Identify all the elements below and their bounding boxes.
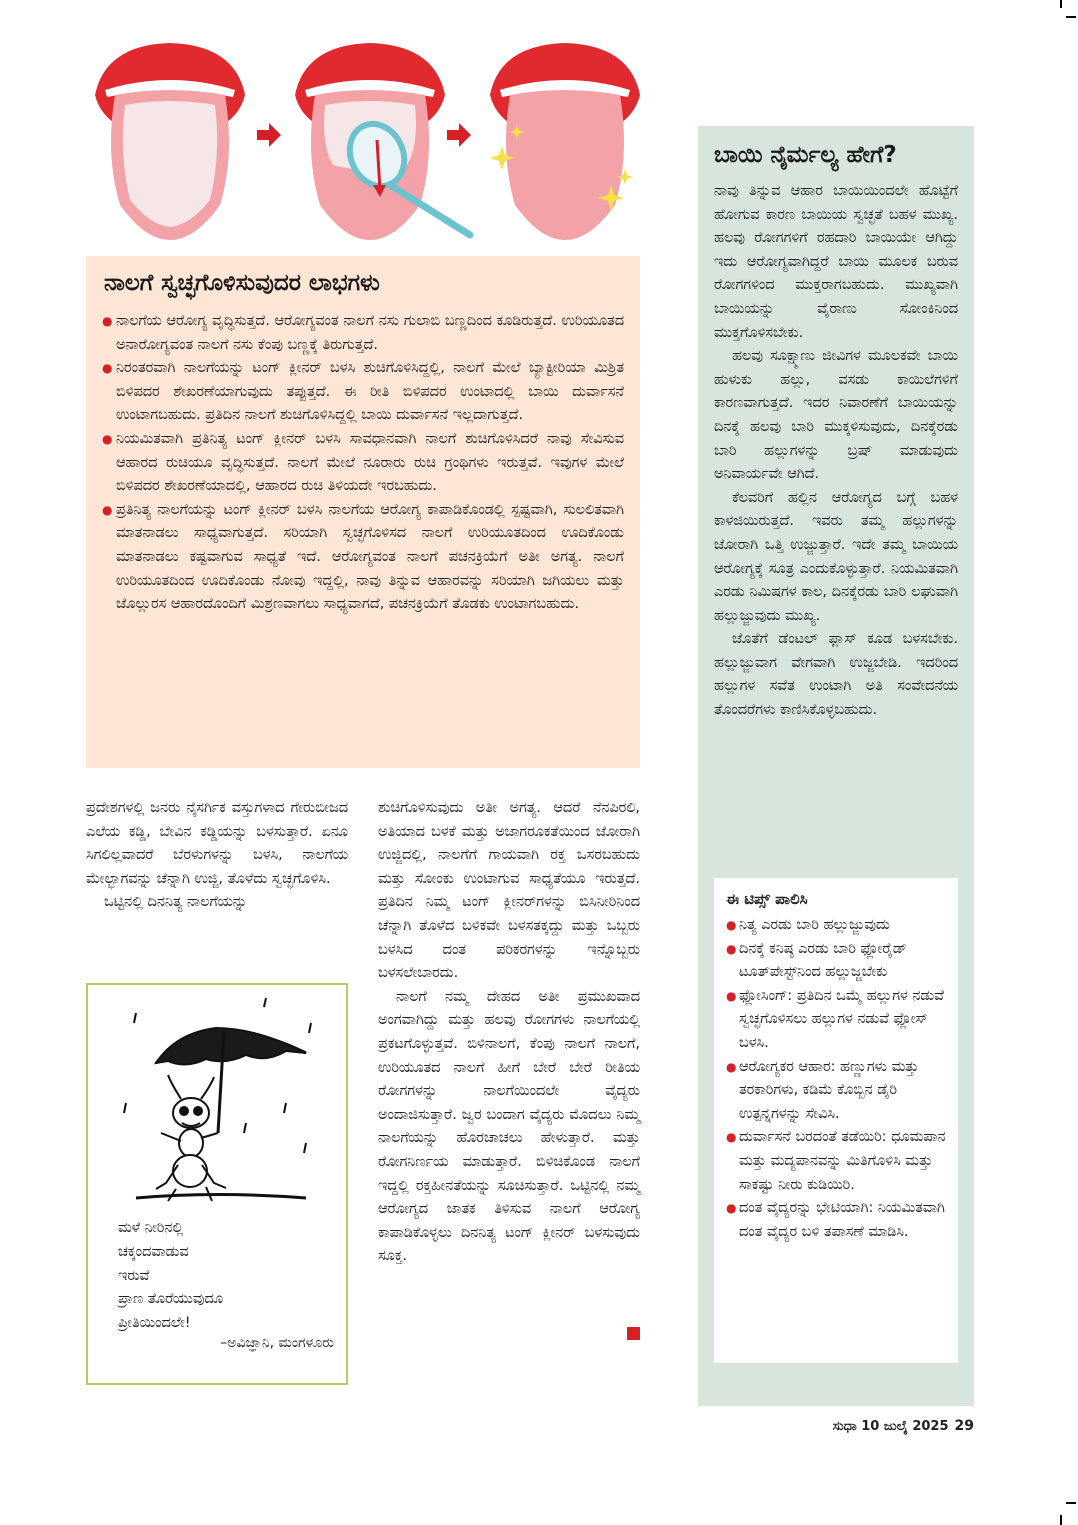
tips-title: ಈ ಟಿಪ್ಸ್ ಪಾಲಿಸಿ — [726, 890, 808, 908]
list-item: ● ನಾಲಗೆಯ ಆರೋಗ್ಯ ವೃದ್ಧಿಸುತ್ತದೆ. ಆರೋಗ್ಯವಂತ ನಾಲಗೆ ನಸು ಗುಲಾಬಿ ಬಣ್ಣದಿಂದ ಕೂಡಿರುತ್ತದೆ. ಉರಿಯೂತದ ಅನಾರೋಗ್ಯವಂತ ನಾಲಗೆ ನಸು ಕೆಂಪು ಬಣ್ಣಕ್ಕೆ ತಿರುಗುತ್ತದೆ. — [104, 310, 624, 357]
article-column-2 — [378, 797, 640, 1269]
poem-line: ಚಕ್ಕಂದವಾಡುವ — [118, 1243, 189, 1260]
paragraph: ಕೆಲವರಿಗೆ ಹಲ್ಲಿನ ಆರೋಗ್ಯದ ಬಗ್ಗೆ ಬಹಳ ಕಾಳಜಿಯಿರುತ್ತದೆ. ಇವರು ತಮ್ಮ ಹಲ್ಲುಗಳನ್ನು ಜೋರಾಗಿ ಒತ್ತಿ ಉಜ್ಜುತ್ತಾರೆ. ಇದೇ ತಮ್ಮ ಬಾಯಿಯ ಆರೋಗ್ಯಕ್ಕೆ ಸೂತ್ರ ಎಂದುಕೊಳ್ಳುತ್ತಾರೆ. ನಿಯಮಿತವಾಗಿ ಎರಡು ನಿಮಿಷಗಳ ಕಾಲ, ದಿನಕ್ಕೆರಡು ಬಾರಿ ಲಘುವಾಗಿ ಹಲ್ಲುಜ್ಜುವುದು ಮುಖ್ಯ. — [714, 489, 958, 624]
mouth-illustration-1 — [95, 43, 245, 240]
list-item: ● ನಿತ್ಯ ಎರಡು ಬಾರಿ ಹಲ್ಲುಜ್ಜುವುದು — [726, 914, 948, 938]
crop-mark — [1060, 0, 1062, 8]
list-item: ● ದಿನಕ್ಕೆ ಕನಿಷ್ಠ ಎರಡು ಬಾರಿ ಫ್ಲೋರೈಡ್ ಟೂತ್‌ಪೇಸ್ಟ್‌ನಿಂದ ಹಲ್ಲುಜ್ಜಬೇಕು — [726, 938, 948, 985]
poem-line: ಇರುವೆ — [118, 1267, 150, 1284]
crop-mark — [1060, 1515, 1062, 1525]
paragraph: ಹಲವು ಸೂಕ್ಷ್ಮಾಣು ಜೀವಿಗಳ ಮೂಲಕವೇ ಬಾಯಿ ಹುಳುಕು ಹಲ್ಲು, ವಸಡು ಕಾಯಿಲೆಗಳಿಗೆ ಕಾರಣವಾಗುತ್ತದೆ. ಇದರ ನಿವಾರಣೆಗೆ ಬಾಯಿಯನ್ನು ದಿನಕ್ಕೆ ಹಲವು ಬಾರಿ ಮುಕ್ಕಳಿಸುವುದು, ದಿನಕ್ಕೆರಡು ಬಾರಿ ಹಲ್ಲುಗಳನ್ನು ಬ್ರಷ್ ಮಾಡುವುದು ಅನಿವಾರ್ಯವೇ ಆಗಿದೆ. — [714, 348, 958, 483]
list-item: ● ನಿಯಮಿತವಾಗಿ ಪ್ರತಿನಿತ್ಯ ಟಂಗ್ ಕ್ಲೀನರ್ ಬಳಸಿ ಸಾವಧಾನವಾಗಿ ನಾಲಗೆ ಶುಚಿಗೊಳಿಸಿದರೆ ನಾವು ಸೇವಿಸುವ ಆಹಾರದ ರುಚಿಯೂ ವೃದ್ಧಿಸುತ್ತದೆ. ನಾಲಗೆ ಮೇಲೆ ನೂರಾರು ರುಚಿ ಗ್ರಂಥಿಗಳು ಇರುತ್ತವೆ. ಇವುಗಳ ಮೇಲೆ ಬಿಳಿಪದರ ಶೇಖರಣೆಯಾದಲ್ಲಿ, ಆಹಾರದ ರುಚಿ ತಿಳಿಯದೇ ಇರಬಹುದು. — [104, 428, 624, 499]
sidebar-title: ಬಾಯಿ ನೈರ್ಮಲ್ಯ ಹೇಗೆ? — [714, 142, 897, 168]
tips-box — [714, 878, 958, 1363]
mouth-illustration-2 — [295, 43, 470, 240]
article-column-1 — [86, 797, 348, 915]
paragraph: ಒಟ್ಟಿನಲ್ಲಿ ದಿನನಿತ್ಯ ನಾಲಗೆಯನ್ನು — [104, 894, 248, 911]
poem-box — [86, 983, 348, 1385]
list-item: ● ದಂತ ವೈದ್ಯರನ್ನು ಭೇಟಿಯಾಗಿ: ನಿಯಮಿತವಾಗಿ ದಂತ ವೈದ್ಯರ ಬಳಿ ತಪಾಸಣೆ ಮಾಡಿಸಿ. — [726, 1197, 948, 1244]
poem-text — [118, 1217, 223, 1336]
paragraph: ನಾವು ತಿನ್ನುವ ಆಹಾರ ಬಾಯಿಯಿಂದಲೇ ಹೊಟ್ಟೆಗೆ ಹೋಗುವ ಕಾರಣ ಬಾಯಿಯ ಸ್ವಚ್ಛತೆ ಬಹಳ ಮುಖ್ಯ. ಹಲವು ರೋಗಗಳಿಗೆ ರಹದಾರಿ ಬಾಯಿಯೇ ಆಗಿದ್ದು ಇದು ಆರೋಗ್ಯವಾಗಿದ್ದರೆ ಬಾಯಿ ಮೂಲಕ ಬರುವ ರೋಗಗಳಿಂದ ಮುಕ್ತರಾಗಬಹುದು. ಮುಖ್ಯವಾಗಿ ಬಾಯಿಯನ್ನು ವೈರಾಣು ಸೋಂಕಿನಿಂದ ಮುಕ್ತಗೊಳಿಸಬೇಕು. — [714, 183, 958, 341]
list-item: ● ದುರ್ವಾಸನೆ ಬರದಂತೆ ತಡೆಯಿರಿ: ಧೂಮಪಾನ ಮತ್ತು ಮದ್ಯಪಾನವನ್ನು ಮಿತಿಗೊಳಿಸಿ ಮತ್ತು ಸಾಕಷ್ಟು ನೀರು ಕುಡಿಯಿರಿ. — [726, 1126, 948, 1197]
benefits-box — [86, 256, 640, 768]
page-number: 29 — [954, 1418, 974, 1434]
paragraph: ಶುಚಿಗೊಳಿಸುವುದು ಅತೀ ಅಗತ್ಯ. ಆದರೆ ನೆನಪಿರಲಿ, ಅತಿಯಾದ ಬಳಕೆ ಮತ್ತು ಅಜಾಗರೂಕತೆಯಿಂದ ಜೋರಾಗಿ ಉಜ್ಜಿದಲ್ಲಿ, ನಾಲಗೆಗೆ ಗಾಯವಾಗಿ ರಕ್ತ ಒಸರಬಹುದು ಮತ್ತು ಸೋಂಕು ಉಂಟಾಗುವ ಸಾಧ್ಯತೆಯೂ ಇರುತ್ತದೆ. ಪ್ರತಿದಿನ ನಿಮ್ಮ ಟಂಗ್ ಕ್ಲೀನರ್‌ಗಳನ್ನು ಬಿಸಿನೀರಿನಿಂದ ಚೆನ್ನಾಗಿ ತೊಳೆದ ಬಳಿಕವೇ ಬಳಸತಕ್ಕದ್ದು ಮತ್ತು ಒಬ್ಬರು ಬಳಸಿದ ದಂತ ಪರಿಕರಗಳನ್ನು ಇನ್ನೊಬ್ಬರು ಬಳಸಲೇಬಾರದು. — [378, 800, 640, 982]
poem-line: ಪ್ರೀತಿಯಿಂದಲೇ! — [118, 1315, 191, 1332]
poem-line: ಪ್ರಾಣ ತೊರೆಯುವುದೂ — [118, 1291, 224, 1308]
tongue-cleaning-illustration — [85, 35, 645, 245]
list-item: ● ಫ್ಲೋಸಿಂಗ್: ಪ್ರತಿದಿನ ಒಮ್ಮೆ ಹಲ್ಲುಗಳ ನಡುವೆ ಸ್ವಚ್ಛಗೊಳಿಸಲು ಹಲ್ಲುಗಳ ನಡುವೆ ಫ್ಲೋಸ್ ಬಳಸಿ. — [726, 985, 948, 1056]
list-item: ● ಪ್ರತಿನಿತ್ಯ ನಾಲಗೆಯನ್ನು ಟಂಗ್ ಕ್ಲೀನರ್ ಬಳಸಿ ನಾಲಗೆಯ ಆರೋಗ್ಯ ಕಾಪಾಡಿಕೊಂಡಲ್ಲಿ ಸ್ಪಷ್ಟವಾಗಿ, ಸುಲಲಿತವಾಗಿ ಮಾತನಾಡಲು ಸಾಧ್ಯವಾಗುತ್ತದೆ. ಸರಿಯಾಗಿ ಸ್ವಚ್ಛಗೊಳಿಸದ ನಾಲಗೆ ಉರಿಯೂತದಿಂದ ಊದಿಕೊಂಡು ಮಾತನಾಡಲು ಕಷ್ಟವಾಗುವ ಸಾಧ್ಯತೆ ಇದೆ. ಆರೋಗ್ಯವಂತ ನಾಲಗೆ ಪಚನಕ್ರಿಯೆಗೆ ಅತೀ ಅಗತ್ಯ. ನಾಲಗೆ ಉರಿಯೂತದಿಂದ ಊದಿಕೊಂಡು ನೋವು ಇದ್ದಲ್ಲಿ, ನಾವು ತಿನ್ನುವ ಆಹಾರವನ್ನು ಸರಿಯಾಗಿ ಜಗಿಯಲು ಮತ್ತು ಜೊಲ್ಲುರಸ ಆಹಾರದೊಂದಿಗೆ ಮಿಶ್ರಣವಾಗಲು ಸಾಧ್ಯವಾಗದೆ, ಪಚನಕ್ರಿಯೆಗೆ ತೊಡಕು ಉಂಟಾಗಬಹುದು. — [104, 499, 624, 617]
crop-mark — [1066, 1502, 1076, 1504]
crop-mark — [1066, 16, 1076, 18]
arrow-right-icon — [447, 123, 471, 147]
benefits-list — [104, 310, 624, 617]
poem-line: ಮಳೆ ನೀರಿನಲ್ಲಿ — [118, 1220, 184, 1236]
benefits-title: ನಾಲಗೆ ಸ್ವಚ್ಛಗೊಳಿಸುವುದರ ಲಾಭಗಳು — [104, 270, 380, 296]
paragraph: ಜೊತೆಗೆ ಡೆಂಟಲ್ ಫ್ಲಾಸ್ ಕೂಡ ಬಳಸಬೇಕು. ಹಲ್ಲುಜ್ಜುವಾಗ ವೇಗವಾಗಿ ಉಜ್ಜಬೇಡಿ. ಇದರಿಂದ ಹಲ್ಲುಗಳ ಸವೆತ ಉಂಟಾಗಿ ಅತಿ ಸಂವೇದನೆಯ ತೊಂದರೆಗಳು ಕಾಣಿಸಿಕೊಳ್ಳಬಹುದು. — [714, 631, 958, 719]
magazine-issue: ಸುಧಾ 10 ಜುಲೈ 2025 — [832, 1419, 949, 1434]
arrow-right-icon — [257, 123, 281, 147]
page-footer — [833, 1418, 974, 1434]
paragraph: ಪ್ರದೇಶಗಳಲ್ಲಿ ಜನರು ನೈಸರ್ಗಿಕ ವಸ್ತುಗಳಾದ ಗೇರುಬೀಜದ ಎಲೆಯ ಕಡ್ಡಿ, ಬೇವಿನ ಕಡ್ಡಿಯನ್ನು ಬಳಸುತ್ತಾರೆ. ಏನೂ ಸಿಗಲಿಲ್ಲವಾದರೆ ಬೆರಳುಗಳನ್ನು ಬಳಸಿ, ನಾಲಗೆಯ ಮೇಲ್ಭಾಗವನ್ನು ಚೆನ್ನಾಗಿ ಉಜ್ಜಿ, ತೊಳೆದು ಸ್ವಚ್ಛಗೊಳಿಸಿ. — [86, 800, 348, 887]
paragraph: ನಾಲಗೆ ನಮ್ಮ ದೇಹದ ಅತೀ ಪ್ರಮುಖವಾದ ಅಂಗವಾಗಿದ್ದು ಮತ್ತು ಹಲವು ರೋಗಗಳು ನಾಲಗೆಯಲ್ಲಿ ಪ್ರಕಟಗೊಳ್ಳುತ್ತವೆ. ಬಿಳಿನಾಲಗೆ, ಕೆಂಪು ನಾಲಗೆ ನಾಲಗೆ, ಉರಿಯೂತದ ನಾಲಗೆ ಹೀಗೆ ಬೇರೆ ಬೇರೆ ರೀತಿಯ ರೋಗಗಳನ್ನು ನಾಲಗೆಯಿಂದಲೇ ವೈದ್ಯರು ಅಂದಾಜಿಸುತ್ತಾರೆ. ಜ್ವರ ಬಂದಾಗ ವೈದ್ಯರು ಮೊದಲು ನಿಮ್ಮ ನಾಲಗೆಯನ್ನು ಹೊರಚಾಚಲು ಹೇಳುತ್ತಾರೆ. ಮತ್ತು ರೋಗನಿರ್ಣಯ ಮಾಡುತ್ತಾರೆ. ಬಿಳಿಚಿಕೊಂಡ ನಾಲಗೆ ಇದ್ದಲ್ಲಿ ರಕ್ತಹೀನತೆಯನ್ನು ಸೂಚಿಸುತ್ತಾರೆ. ಒಟ್ಟಿನಲ್ಲಿ ನಮ್ಮ ಆರೋಗ್ಯದ ಜಾತಕ ತಿಳಿಸುವ ನಾಲಗೆ ಆರೋಗ್ಯ ಕಾಪಾಡಿಕೊಳ್ಳಲು ದಿನನಿತ್ಯ ಟಂಗ್ ಕ್ಲೀನರ್ ಬಳಸುವುದು ಸೂಕ್ತ. — [378, 988, 640, 1265]
end-mark-icon — [627, 1327, 640, 1340]
sidebar-body — [714, 180, 958, 723]
list-item: ● ಆರೋಗ್ಯಕರ ಆಹಾರ: ಹಣ್ಣುಗಳು ಮತ್ತು ತರಕಾರಿಗಳು, ಕಡಿಮೆ ಕೊಬ್ಬಿನ ಡೈರಿ ಉತ್ಪನ್ನಗಳನ್ನು ಸೇವಿಸಿ. — [726, 1056, 948, 1127]
oral-hygiene-sidebar — [698, 126, 974, 1406]
list-item: ● ನಿರಂತರವಾಗಿ ನಾಲಗೆಯನ್ನು ಟಂಗ್ ಕ್ಲೀನರ್ ಬಳಸಿ ಶುಚಿಗೊಳಿಸಿದ್ದಲ್ಲಿ, ನಾಲಗೆ ಮೇಲೆ ಬ್ಯಾಕ್ಟೀರಿಯಾ ಮಿಶ್ರಿತ ಬಿಳಿಪದರ ಶೇಖರಣೆಯಾಗುವುದು ತಪ್ಪುತ್ತದೆ. ಈ ರೀತಿ ಬಿಳಿಪದರ ಉಂಟಾದಲ್ಲಿ ಬಾಯಿ ದುರ್ವಾಸನೆ ಉಂಟಾಗಬಹುದು. ಪ್ರತಿದಿನ ನಾಲಗೆ ಶುಚಿಗೊಳಿಸಿದ್ದಲ್ಲಿ ಬಾಯಿ ದುರ್ವಾಸನೆ ಇಲ್ಲದಾಗುತ್ತದೆ. — [104, 357, 624, 428]
poem-credit: –ಅವಿಜ್ಞಾನಿ, ಮಂಗಳೂರು — [220, 1335, 334, 1351]
tips-list — [726, 914, 948, 1244]
ant-with-umbrella-illustration — [106, 993, 331, 1208]
mouth-illustration-3 — [490, 43, 640, 240]
